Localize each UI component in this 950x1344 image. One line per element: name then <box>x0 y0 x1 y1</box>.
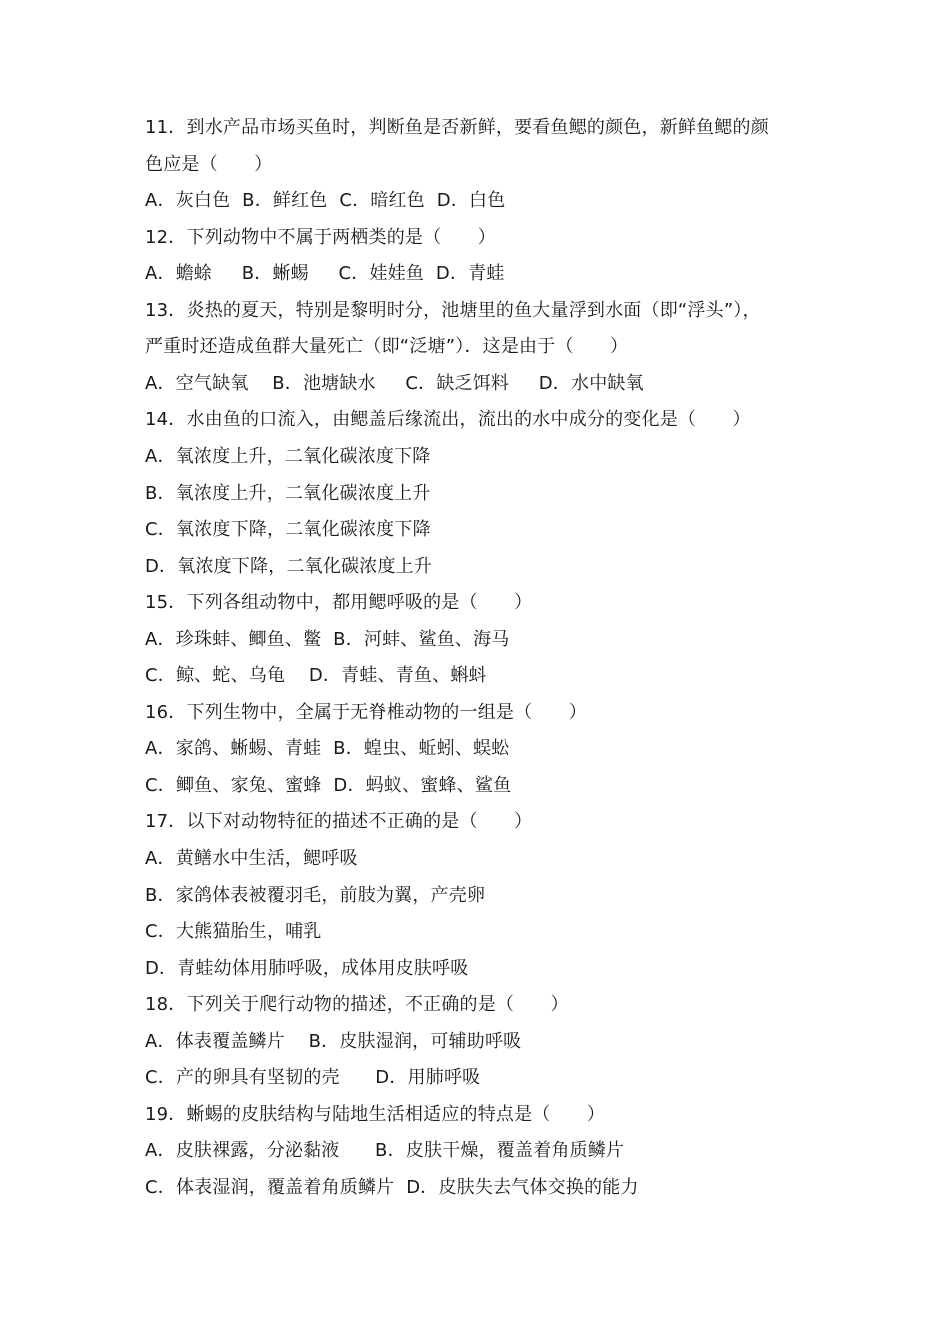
q17-option-b: B．家鸽体表被覆羽毛，前肢为翼，产壳卵 <box>145 885 486 906</box>
q19-options-ab: A．皮肤裸露，分泌黏液 B．皮肤干燥，覆盖着角质鳞片 <box>145 1140 625 1161</box>
q16-options-ab: A．家鸽、蜥蜴、青蛙 B．蝗虫、蚯蚓、蜈蚣 <box>145 738 510 759</box>
q15-options-cd: C．鲸、蛇、乌龟 D．青蛙、青鱼、蝌蚪 <box>145 665 487 686</box>
q19-options-cd: C．体表湿润，覆盖着角质鳞片 D．皮肤失去气体交换的能力 <box>145 1177 639 1198</box>
q16-options-cd: C．鲫鱼、家兔、蜜蜂 D．蚂蚁、蜜蜂、鲨鱼 <box>145 775 512 796</box>
q11-stem-line1: 11．到水产品市场买鱼时，判断鱼是否新鲜，要看鱼鳃的颜色，新鲜鱼鳃的颜 <box>145 117 769 138</box>
q18-options-ab: A．体表覆盖鳞片 B．皮肤湿润，可辅助呼吸 <box>145 1031 522 1052</box>
q17-option-a: A．黄鳝水中生活，鳃呼吸 <box>145 848 358 869</box>
q14-option-c: C．氧浓度下降，二氧化碳浓度下降 <box>145 519 431 540</box>
q11-stem-line2: 色应是（ ） <box>145 154 273 175</box>
q19-stem: 19．蜥蜴的皮肤结构与陆地生活相适应的特点是（ ） <box>145 1104 606 1125</box>
q12-options: A．蟾蜍 B．蜥蜴 C．娃娃鱼 D．青蛙 <box>145 263 505 284</box>
q17-stem: 17．以下对动物特征的描述不正确的是（ ） <box>145 811 533 832</box>
q11-options: A．灰白色 B．鲜红色 C．暗红色 D．白色 <box>145 190 506 211</box>
q13-options: A．空气缺氧 B．池塘缺水 C．缺乏饵料 D．水中缺氧 <box>145 373 644 394</box>
q14-option-a: A．氧浓度上升，二氧化碳浓度下降 <box>145 446 431 467</box>
q13-stem-line2: 严重时还造成鱼群大量死亡（即“泛塘”）．这是由于（ ） <box>145 336 629 357</box>
q14-stem: 14．水由鱼的口流入，由鳃盖后缘流出，流出的水中成分的变化是（ ） <box>145 409 751 430</box>
q18-stem: 18．下列关于爬行动物的描述，不正确的是（ ） <box>145 994 569 1015</box>
q18-options-cd: C．产的卵具有坚韧的壳 D．用肺呼吸 <box>145 1067 481 1088</box>
q16-stem: 16．下列生物中，全属于无脊椎动物的一组是（ ） <box>145 702 587 723</box>
q13-stem-line1: 13．炎热的夏天，特别是黎明时分，池塘里的鱼大量浮到水面（即“浮头”）， <box>145 300 761 321</box>
q15-stem: 15．下列各组动物中，都用鳃呼吸的是（ ） <box>145 592 533 613</box>
q17-option-d: D．青蛙幼体用肺呼吸，成体用皮肤呼吸 <box>145 958 469 979</box>
q17-option-c: C．大熊猫胎生，哺乳 <box>145 921 322 942</box>
q14-option-b: B．氧浓度上升，二氧化碳浓度上升 <box>145 483 431 504</box>
q12-stem: 12．下列动物中不属于两栖类的是（ ） <box>145 227 496 248</box>
q15-options-ab: A．珍珠蚌、鲫鱼、鳖 B．河蚌、鲨鱼、海马 <box>145 629 510 650</box>
q14-option-d: D．氧浓度下降，二氧化碳浓度上升 <box>145 556 433 577</box>
